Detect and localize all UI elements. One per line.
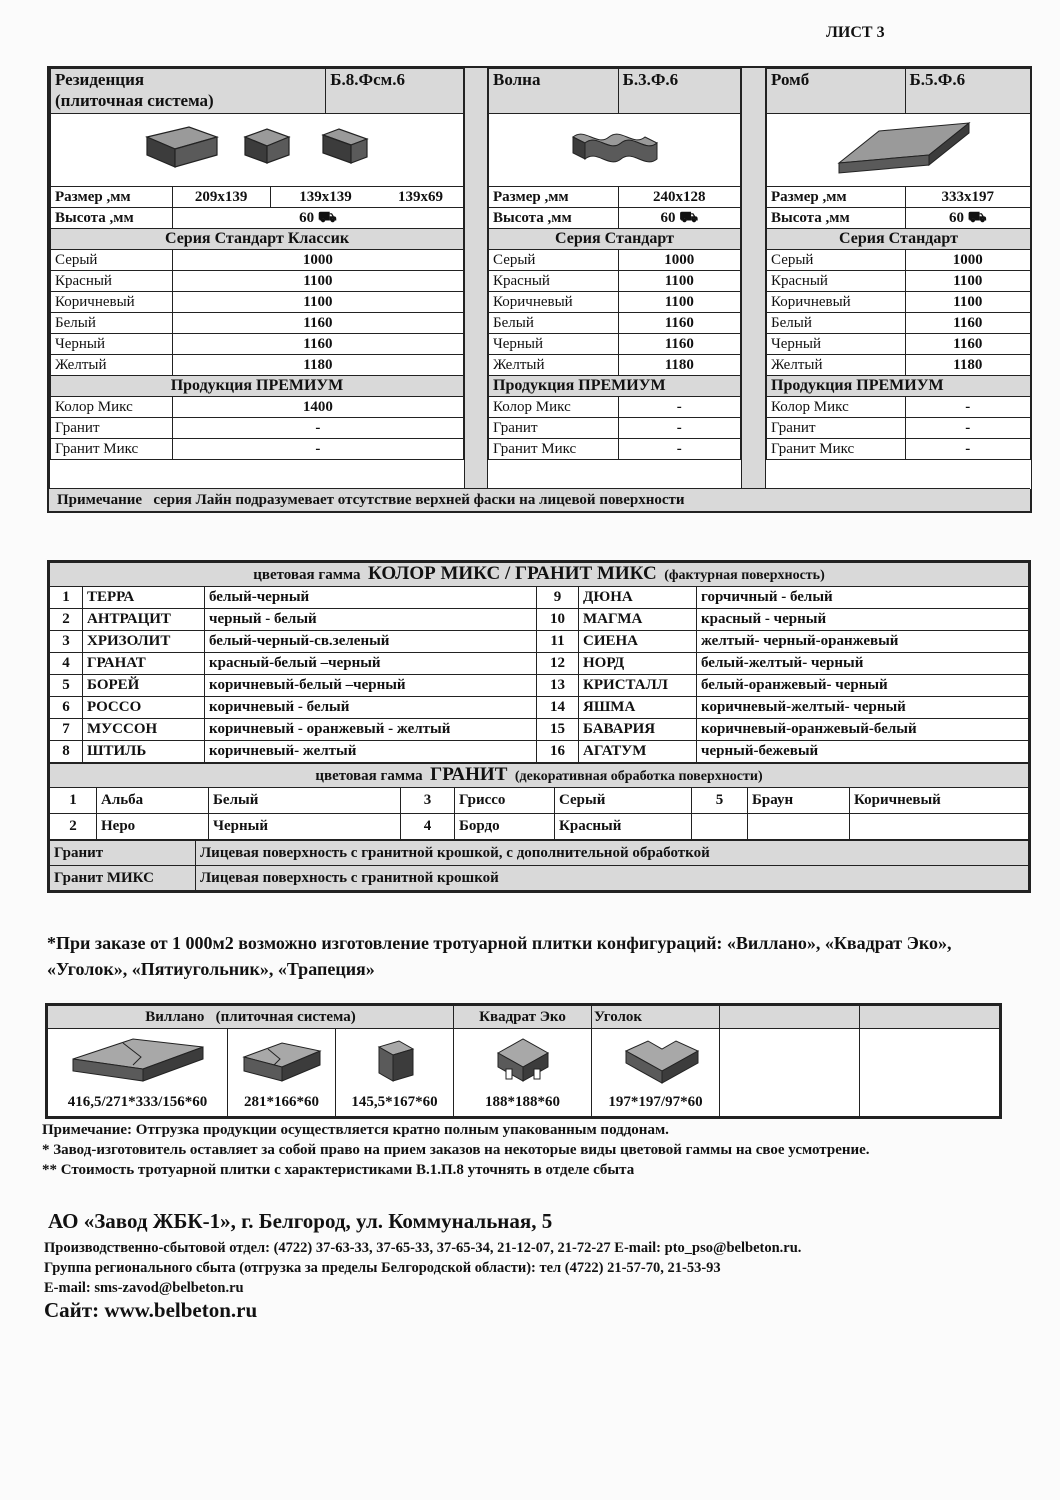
product-code: Б.8.Фсм.6 xyxy=(326,69,464,114)
height-number: 60 xyxy=(660,210,676,226)
premium-color-name: Гранит xyxy=(51,418,173,439)
price-value: 1100 xyxy=(172,292,463,313)
size-label: Размер ,мм xyxy=(51,187,173,208)
truck-icon: ⛟ xyxy=(317,210,337,226)
mix-name: ГРАНАТ xyxy=(83,653,205,675)
shape-dimension: 145,5*167*60 xyxy=(351,1094,438,1110)
premium-price: - xyxy=(905,439,1030,460)
price-note: ** Стоимость тротуарной плитки с характеристиками В.1.П.8 уточнять в отделе сбыта xyxy=(42,1162,635,1178)
villano-small-icon xyxy=(365,1029,425,1089)
row-number: 11 xyxy=(537,631,579,653)
mix-name: НОРД xyxy=(579,653,697,675)
wave-paver-icon xyxy=(535,115,695,179)
footer-notes xyxy=(42,1120,1012,1180)
mix-colors: белый-оранжевый- черный xyxy=(697,675,1029,697)
height-number: 60 xyxy=(299,210,315,226)
product-subtitle: (плиточная система) xyxy=(55,91,214,110)
price-value: 1180 xyxy=(618,355,740,376)
villano-large-icon xyxy=(63,1029,213,1089)
mix-name: КРИСТАЛЛ xyxy=(579,675,697,697)
villano-medium-cell xyxy=(228,1029,336,1117)
kvadrat-header: Квадрат Эко xyxy=(454,1006,592,1029)
mix-colors: коричневый- желтый xyxy=(205,741,537,763)
row-number: 7 xyxy=(50,719,83,741)
price-value: 1100 xyxy=(172,271,463,292)
granite-color: Красный xyxy=(555,814,692,840)
premium-price: - xyxy=(905,397,1030,418)
mix-colors: белый-желтый- черный xyxy=(697,653,1029,675)
regional-contacts: Группа регионального сбыта (отгрузка за пределы Белгородской области): тел (4722) 21-57-70, 21-53-93 xyxy=(44,1260,721,1276)
table-row xyxy=(50,741,1029,763)
shipment-note: Примечание: Отгрузка продукции осуществляется кратно полным упакованным поддонам. xyxy=(42,1122,669,1138)
price-value: 1100 xyxy=(905,271,1030,292)
granite-name: Гриссо xyxy=(455,788,555,814)
premium-title: Продукция ПРЕМИУМ xyxy=(51,376,464,397)
granite-name: Бордо xyxy=(455,814,555,840)
table-row xyxy=(50,631,1029,653)
row-number: 4 xyxy=(401,814,455,840)
villano-small-cell xyxy=(336,1029,454,1117)
table-row xyxy=(50,675,1029,697)
product-panel-volna xyxy=(487,68,742,489)
mix-colors: коричневый-желтый- черный xyxy=(697,697,1029,719)
mix-name: ШТИЛЬ xyxy=(83,741,205,763)
villano-header xyxy=(48,1006,454,1029)
granite-title xyxy=(50,764,1029,788)
row-number: 3 xyxy=(401,788,455,814)
kvadrat-eco-cell xyxy=(454,1029,592,1117)
granite-name: Браун xyxy=(748,788,850,814)
title-main: КОЛОР МИКС / ГРАНИТ МИКС xyxy=(368,563,657,584)
color-name: Белый xyxy=(489,313,619,334)
price-value: 1160 xyxy=(172,313,463,334)
premium-color-name: Гранит Микс xyxy=(767,439,906,460)
color-name: Белый xyxy=(767,313,906,334)
premium-price: - xyxy=(905,418,1030,439)
mix-colors: черный-бежевый xyxy=(697,741,1029,763)
color-name: Серый xyxy=(489,250,619,271)
mix-name: АГАТУМ xyxy=(579,741,697,763)
height-label: Высота ,мм xyxy=(489,208,619,229)
color-name: Красный xyxy=(489,271,619,292)
color-name: Коричневый xyxy=(489,292,619,313)
ugolok-icon xyxy=(606,1029,706,1089)
premium-title: Продукция ПРЕМИУМ xyxy=(767,376,1031,397)
mix-colors: желтый- черный-оранжевый xyxy=(697,631,1029,653)
mix-colors: красный-белый –черный xyxy=(205,653,537,675)
price-value: 1100 xyxy=(618,292,740,313)
premium-color-name: Колор Микс xyxy=(767,397,906,418)
definition-term: Гранит МИКС xyxy=(50,866,196,891)
contacts xyxy=(44,1238,1024,1298)
company-name: АО «Завод ЖБК-1», г. Белгород, ул. Коммунальная, 5 xyxy=(48,1209,553,1233)
row-number: 16 xyxy=(537,741,579,763)
truck-icon: ⛟ xyxy=(967,210,987,226)
row-number: 4 xyxy=(50,653,83,675)
title-suffix: (декоративная обработка поверхности) xyxy=(514,769,763,784)
product-code: Б.3.Ф.6 xyxy=(618,69,740,114)
title-main: ГРАНИТ xyxy=(430,764,508,785)
shape-dimension: 416,5/271*333/156*60 xyxy=(67,1094,208,1110)
price-value: 1160 xyxy=(618,334,740,355)
title-suffix: (фактурная поверхность) xyxy=(664,568,825,583)
paver-blocks-icon xyxy=(127,115,387,179)
height-value xyxy=(618,208,740,229)
color-name: Красный xyxy=(51,271,173,292)
granite-color: Черный xyxy=(209,814,401,840)
premium-title: Продукция ПРЕМИУМ xyxy=(489,376,741,397)
mix-name: ТЕРРА xyxy=(83,587,205,609)
empty-cell xyxy=(748,814,850,840)
color-name: Черный xyxy=(489,334,619,355)
empty-cell xyxy=(692,814,748,840)
color-name: Желтый xyxy=(51,355,173,376)
premium-price: - xyxy=(618,397,740,418)
title-prefix: цветовая гамма xyxy=(315,768,423,784)
premium-price: - xyxy=(618,439,740,460)
price-value: 1160 xyxy=(618,313,740,334)
size-value: 139х69 xyxy=(398,189,444,205)
row-number: 5 xyxy=(692,788,748,814)
series-title: Серия Стандарт xyxy=(767,229,1031,250)
premium-color-name: Колор Микс xyxy=(51,397,173,418)
mix-name: БАВАРИЯ xyxy=(579,719,697,741)
mix-colors: белый-черный xyxy=(205,587,537,609)
premium-price: 1400 xyxy=(172,397,463,418)
empty-cell xyxy=(860,1029,1000,1117)
table-row xyxy=(50,697,1029,719)
price-value: 1180 xyxy=(172,355,463,376)
granite-color: Серый xyxy=(555,788,692,814)
product-price-block xyxy=(47,66,1032,513)
premium-color-name: Гранит xyxy=(489,418,619,439)
granite-color: Белый xyxy=(209,788,401,814)
row-number: 6 xyxy=(50,697,83,719)
product-panel-romb xyxy=(765,68,1032,489)
sheet-label: ЛИСТ 3 xyxy=(826,24,885,41)
mix-colors: горчичный - белый xyxy=(697,587,1029,609)
premium-color-name: Колор Микс xyxy=(489,397,619,418)
series-title: Серия Стандарт xyxy=(489,229,741,250)
villano-medium-icon xyxy=(234,1029,330,1089)
empty-cell xyxy=(720,1029,860,1117)
mix-name: АНТРАЦИТ xyxy=(83,609,205,631)
color-name: Серый xyxy=(51,250,173,271)
mix-name: МУССОН xyxy=(83,719,205,741)
size-value: 139х139 xyxy=(299,189,352,205)
height-value xyxy=(905,208,1030,229)
row-number: 1 xyxy=(50,788,97,814)
manufacturer-note: * Завод-изготовитель оставляет за собой право на прием заказов на некоторые виды цветовой гаммы на свое усмотрение. xyxy=(42,1142,870,1158)
mix-name: СИЕНА xyxy=(579,631,697,653)
granite-table xyxy=(49,763,1029,840)
product-panel-rezidentsiya xyxy=(49,68,465,489)
color-name: Черный xyxy=(51,334,173,355)
mix-colors: коричневый - белый xyxy=(205,697,537,719)
price-value: 1000 xyxy=(905,250,1030,271)
price-value: 1100 xyxy=(905,292,1030,313)
product-title: Резиденция xyxy=(55,70,145,89)
definition-text: Лицевая поверхность с гранитной крошкой xyxy=(196,866,1029,891)
product-code: Б.5.Ф.6 xyxy=(905,69,1030,114)
row-number: 3 xyxy=(50,631,83,653)
premium-color-name: Гранит Микс xyxy=(51,439,173,460)
price-value: 1160 xyxy=(905,334,1030,355)
title-prefix: цветовая гамма xyxy=(253,567,361,583)
mix-name: ХРИЗОЛИТ xyxy=(83,631,205,653)
height-number: 60 xyxy=(948,210,964,226)
height-label: Высота ,мм xyxy=(767,208,906,229)
height-value xyxy=(172,208,463,229)
granite-color: Коричневый xyxy=(850,788,1029,814)
ugolok-cell xyxy=(592,1029,720,1117)
definition-term: Гранит xyxy=(50,841,196,866)
row-number: 2 xyxy=(50,609,83,631)
size-value: 240х128 xyxy=(618,187,740,208)
price-value: 1160 xyxy=(172,334,463,355)
premium-color-name: Гранит xyxy=(767,418,906,439)
row-number: 14 xyxy=(537,697,579,719)
shape-dimension: 281*166*60 xyxy=(244,1094,319,1110)
rhombus-paver-icon xyxy=(809,115,989,179)
mix-colors: коричневый - оранжевый - желтый xyxy=(205,719,537,741)
premium-price: - xyxy=(618,418,740,439)
villano-title: Виллано xyxy=(145,1008,205,1025)
mix-name: ЯШМА xyxy=(579,697,697,719)
shape-dimension: 188*188*60 xyxy=(485,1094,560,1110)
kvadrat-eco-icon xyxy=(478,1029,568,1089)
row-number: 1 xyxy=(50,587,83,609)
row-number: 12 xyxy=(537,653,579,675)
row-number: 15 xyxy=(537,719,579,741)
price-value: 1160 xyxy=(905,313,1030,334)
mix-colors: красный - черный xyxy=(697,609,1029,631)
color-name: Желтый xyxy=(767,355,906,376)
color-mix-title xyxy=(50,563,1029,587)
row-number: 5 xyxy=(50,675,83,697)
series-title: Серия Стандарт Классик xyxy=(51,229,464,250)
color-range-block xyxy=(47,560,1031,893)
mix-colors: белый-черный-св.зеленый xyxy=(205,631,537,653)
product-title: Ромб xyxy=(767,69,906,114)
mix-colors: черный - белый xyxy=(205,609,537,631)
mix-name: БОРЕЙ xyxy=(83,675,205,697)
height-label: Высота ,мм xyxy=(51,208,173,229)
empty-header xyxy=(720,1006,860,1029)
special-shapes-block xyxy=(45,1003,1002,1119)
product-image xyxy=(489,114,741,187)
product-name xyxy=(51,69,326,114)
note-label: Примечание xyxy=(57,492,143,508)
granite-name: Альба xyxy=(97,788,209,814)
color-name: Красный xyxy=(767,271,906,292)
price-value: 1000 xyxy=(618,250,740,271)
product-title: Волна xyxy=(489,69,619,114)
size-label: Размер ,мм xyxy=(489,187,619,208)
ugolok-header: Уголок xyxy=(592,1006,720,1029)
product-image xyxy=(767,114,1031,187)
color-name: Желтый xyxy=(489,355,619,376)
product-image xyxy=(51,114,464,187)
note-text: серия Лайн подразумевает отсутствие верхней фаски на лицевой поверхности xyxy=(153,492,685,508)
color-name: Коричневый xyxy=(51,292,173,313)
row-number: 8 xyxy=(50,741,83,763)
table-row xyxy=(50,653,1029,675)
line-series-note xyxy=(49,488,1030,511)
website: Сайт: www.belbeton.ru xyxy=(44,1298,258,1322)
size-value: 209х139 xyxy=(172,187,270,208)
mix-colors: коричневый-оранжевый-белый xyxy=(697,719,1029,741)
color-name: Коричневый xyxy=(767,292,906,313)
table-row xyxy=(50,719,1029,741)
table-row xyxy=(50,814,1029,840)
table-row xyxy=(50,609,1029,631)
truck-icon: ⛟ xyxy=(679,210,699,226)
size-label: Размер ,мм xyxy=(767,187,906,208)
order-note: *При заказе от 1 000м2 возможно изготовление тротуарной плитки конфигураций: «Виллано», «Квадрат Эко», «Уголок», «Пятиугольник», «Трапеция» xyxy=(47,933,952,979)
definition-text: Лицевая поверхность с гранитной крошкой, с дополнительной обработкой xyxy=(196,841,1029,866)
email-contact: E-mail: sms-zavod@belbeton.ru xyxy=(44,1280,244,1296)
price-value: 1180 xyxy=(905,355,1030,376)
price-value: 1100 xyxy=(618,271,740,292)
row-number: 2 xyxy=(50,814,97,840)
villano-large-cell xyxy=(48,1029,228,1117)
empty-cell xyxy=(850,814,1029,840)
color-name: Серый xyxy=(767,250,906,271)
color-name: Черный xyxy=(767,334,906,355)
size-values-group xyxy=(270,187,463,208)
mix-name: МАГМА xyxy=(579,609,697,631)
row-number: 10 xyxy=(537,609,579,631)
table-row xyxy=(50,788,1029,814)
mix-name: РОССО xyxy=(83,697,205,719)
sales-contacts: Производственно-сбытовой отдел: (4722) 37-63-33, 37-65-33, 37-65-34, 21-12-07, 21-72-27 E-mail: pto_pso@belbeton.ru. xyxy=(44,1240,802,1256)
color-mix-table xyxy=(49,562,1029,763)
row-number: 13 xyxy=(537,675,579,697)
granite-name: Неро xyxy=(97,814,209,840)
villano-subtitle: (плиточная система) xyxy=(215,1008,356,1025)
row-number: 9 xyxy=(537,587,579,609)
table-row xyxy=(50,587,1029,609)
premium-color-name: Гранит Микс xyxy=(489,439,619,460)
price-value: 1000 xyxy=(172,250,463,271)
premium-price: - xyxy=(172,418,463,439)
empty-header xyxy=(860,1006,1000,1029)
mix-colors: коричневый-белый –черный xyxy=(205,675,537,697)
mix-name: ДЮНА xyxy=(579,587,697,609)
shape-dimension: 197*197/97*60 xyxy=(608,1094,703,1110)
size-value: 333х197 xyxy=(905,187,1030,208)
granite-definitions xyxy=(49,840,1029,891)
color-name: Белый xyxy=(51,313,173,334)
premium-price: - xyxy=(172,439,463,460)
